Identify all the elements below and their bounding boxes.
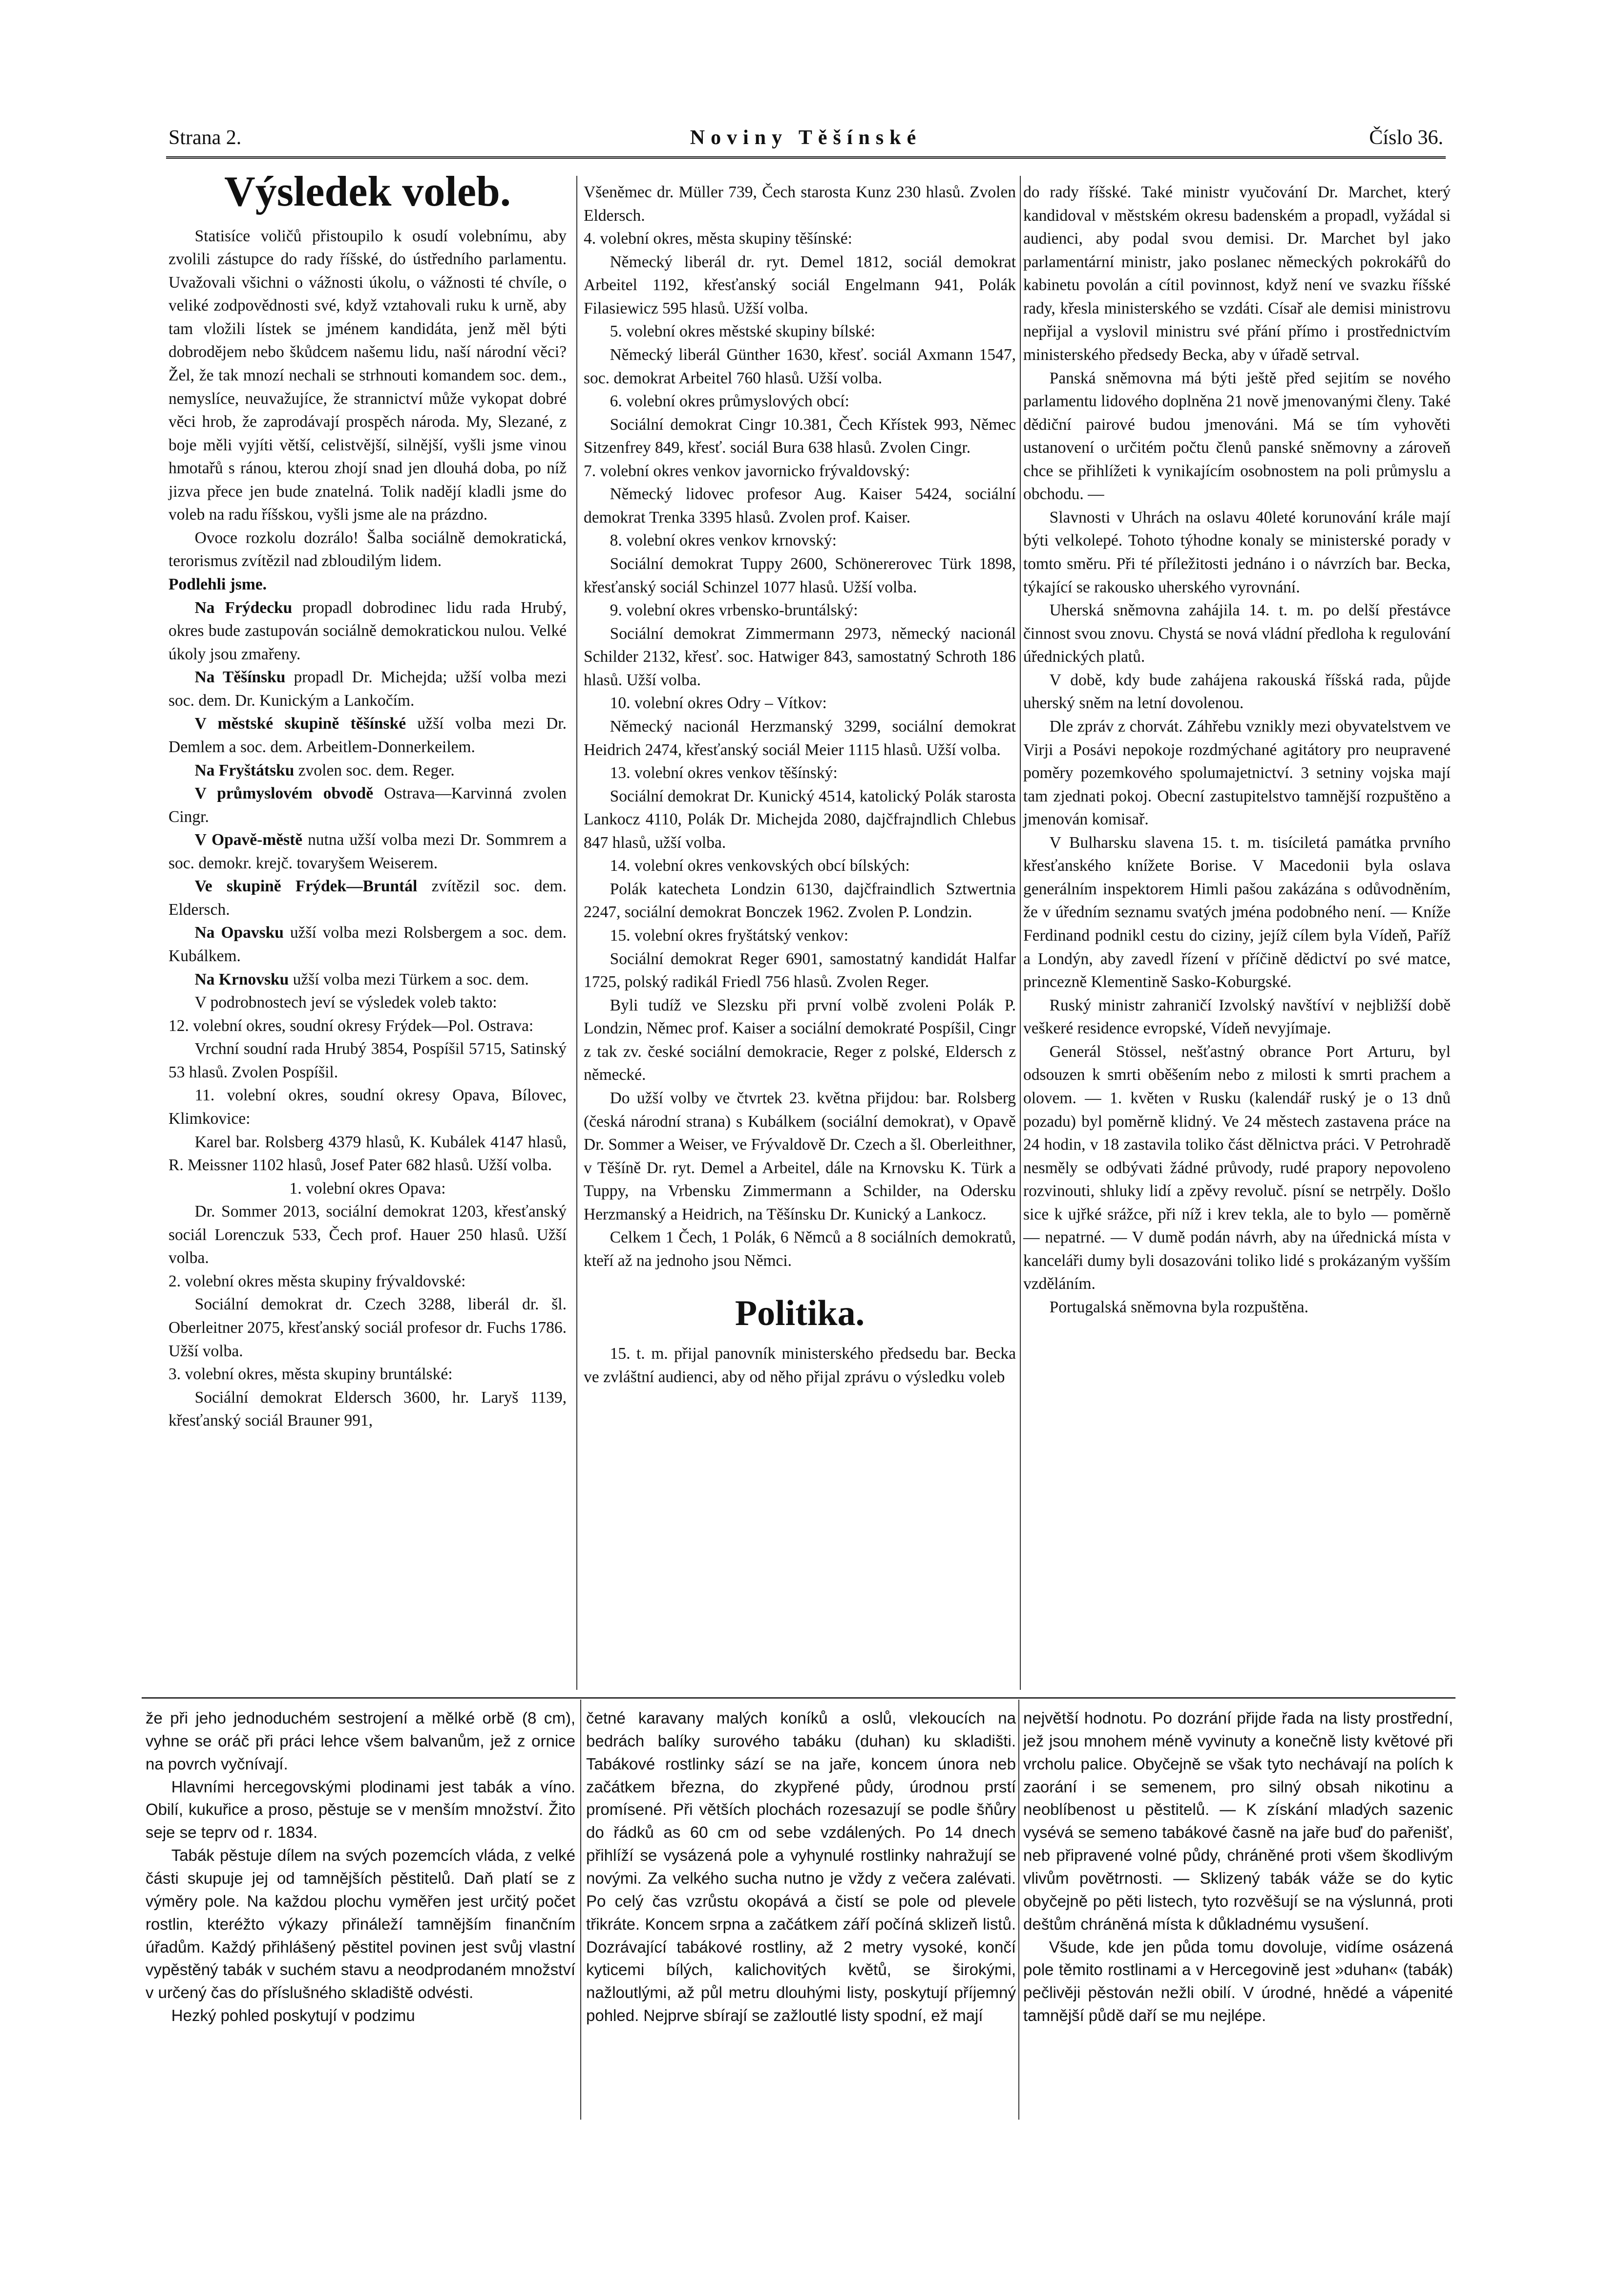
column-divider-2: [1020, 176, 1021, 1690]
district-heading: 12. volební okres, soudní okresy Frýdek—Pol. Ostrava:: [169, 1016, 534, 1035]
paragraph: Všeněmec dr. Müller 739, Čech starosta Kunz 230 hlasů. Zvolen Eldersch.: [584, 183, 1016, 225]
article-election-results-continued: [584, 181, 1016, 1389]
paragraph: Hlavními hercegovskými plodinami jest tabák a víno. Obilí, kukuřice a proso, pěstuje se v menším množství. Žito seje se teprv od r. 1834.: [146, 1777, 575, 1842]
feature-column-1: [146, 1707, 575, 2027]
subheading: [169, 573, 567, 596]
paragraph: Sociální demokrat Dr. Kunický 4514, katolický Polák starosta Lankocz 4110, Polák Dr. Michejda 2080, dajčfrajndlich Chlebus 847 hlasů, užší volba.: [584, 787, 1016, 852]
paragraph: Na Těšínsku propadl Dr. Michejda; užší volba mezi soc. dem. Dr. Kunickým a Lankočím.: [169, 668, 567, 710]
paragraph: V průmyslovém obvodě Ostrava—Karvinná zvolen Cingr.: [169, 784, 567, 826]
header-rule: [166, 156, 1446, 159]
district-heading: 11. volební okres, soudní okresy Opava, Bílovec, Klimkovice:: [169, 1086, 567, 1128]
paragraph: že při jeho jednoduchém sestrojení a mělké orbě (8 cm), vyhne se oráč při práci lehce všem balvanům, jež z ornice na povrch vyčnívají.: [146, 1709, 575, 1773]
paragraph: Dle zpráv z chorvát. Záhřebu vznikly mezi obyvatelstvem ve Virji a Posávi nepokoje rozdmýchané agitátory pro neupravené poměry pozemkového spolumajetnictví. 3 setniny vojska mají tam zjednati pokoj. Obecní zastupitelstvo tamnější rozpuštěno a jmenován komisař.: [1023, 717, 1451, 829]
district-heading: 8. volební okres venkov krnovský:: [610, 531, 837, 550]
paragraph: Sociální demokrat Cingr 10.381, Čech Křístek 993, Němec Sitzenfrey 849, křesť. sociál Bura 638 hlasů. Zvolen Cingr.: [584, 415, 1016, 457]
district-heading: 1. volební okres Opava:: [289, 1179, 446, 1198]
column-divider-lower-1: [580, 1700, 581, 2120]
paragraph: Portugalská sněmovna byla rozpuštěna.: [1049, 1298, 1308, 1316]
paragraph: Na Frýdecku propadl dobrodinec lidu rada Hrubý, okres bude zastupován sociálně demokratickou nulou. Velké úkoly jsou zmařeny.: [169, 598, 567, 663]
district-heading: 10. volební okres Odry – Vítkov:: [610, 694, 827, 713]
subheading-text: Podlehli jsme.: [169, 575, 267, 594]
paragraph: Ruský ministr zahraničí Izvolský navštíví v nejbližší době veškeré residence evropské, Vídeň nevyjímaje.: [1023, 996, 1451, 1038]
paragraph: Vrchní soudní rada Hrubý 3854, Pospíšil 5715, Satinský 53 hlasů. Zvolen Pospíšil.: [169, 1040, 567, 1081]
district-heading: 3. volební okres, města skupiny bruntálské:: [169, 1365, 453, 1384]
column-divider-lower-2: [1018, 1700, 1019, 2120]
article-headline: Výsledek voleb.: [224, 168, 511, 215]
paragraph: Byli tudíž ve Slezsku při první volbě zvoleni Polák P. Londzin, Němec prof. Kaiser a sociální demokraté Pospíšil, Cingr z tak zv. české sociální demokracie, Reger z polské, Eldersch z německé.: [584, 996, 1016, 1084]
feature-column-2: [586, 1707, 1016, 2027]
paragraph: Do užší volby ve čtvrtek 23. května přijdou: bar. Rolsberg (česká národní strana) s Kubálkem (sociální demokrat), v Opavě Dr. Sommer a Weiser, ve Frývaldově Dr. Czech a šl. Oberleithner, v Těšíně Dr. ryt. Demel a Arbeitel, dále na Krnovsku K. Türk a Tuppy, na Vrbensku Zimmermann a Schilder, na Odersku Herzmanský a Heidrich, na Těšínsku Dr. Kunický a Lankocz.: [584, 1089, 1016, 1223]
paragraph: Všude, kde jen půda tomu dovoluje, vidíme osázená pole těmito rostlinami a v Hercegovině jest »duhan« (tabák) pečlivěji pěstován nežli obilí. V úrodné, hnědé a vápenité tamnější půdě daří se mu nejlépe.: [1023, 1937, 1453, 2025]
paragraph: Generál Stössel, nešťastný obrance Port Arturu, byl odsouzen k smrti oběšením nebo z milosti k smrti prachem a olovem. — 1. květen v Rusku (kalendář ruský je o 13 dnů pozadu) byl poměrně klidný. Ve 24 městech zastavena práce na 24 hodin, v 18 zastavila toliko část dělnictva práci. V Petrohradě nesměly se odbývati žádné průvody, rudé prapory nepovoleno rozvinouti, shluky lidí a zpěvy revoluč. písní se netrpěly. Došlo sice k ujřké srážce, při níž i krev tekla, ale to bylo — poměrně — nepatrné. — V dumě podán návrh, aby na úřednická místa v kanceláři dumy byli dosazováni toliko lidé s prokázaným vyšším vzděláním.: [1023, 1042, 1451, 1293]
paragraph: Sociální demokrat Eldersch 3600, hr. Laryš 1139, křesťanský sociál Brauner 991,: [169, 1388, 567, 1430]
column-divider-1: [576, 176, 577, 1690]
district-heading: 9. volební okres vrbensko-bruntálský:: [610, 601, 858, 620]
paragraph: V městské skupině těšínské užší volba mezi Dr. Demlem a soc. dem. Arbeitlem-Donnerkeilem.: [169, 715, 567, 756]
page-header: [169, 126, 1443, 155]
paragraph: Na Opavsku užší volba mezi Rolsbergem a soc. dem. Kubálkem.: [169, 924, 567, 966]
paragraph: Na Krnovsku užší volba mezi Türkem a soc. dem.: [194, 970, 529, 989]
paragraph: Na Fryštátsku zvolen soc. dem. Reger.: [194, 761, 455, 779]
district-heading: 4. volební okres, města skupiny těšínské:: [584, 230, 852, 248]
district-heading: 6. volební okres průmyslových obcí:: [610, 392, 849, 411]
newspaper-title: Noviny Těšínské: [690, 126, 922, 149]
paragraph: Polák katecheta Londzin 6130, dajčfraindlich Sztwertnia 2247, sociální demokrat Bonczek 1962. Zvolen P. Londzin.: [584, 880, 1016, 922]
paragraph: Uherská sněmovna zahájila 14. t. m. po delší přestávce činnost svou znovu. Chystá se nová vládní předloha k regulování úřednických platů.: [1023, 601, 1451, 666]
district-heading: 15. volební okres fryštátský venkov:: [610, 926, 849, 945]
paragraph: Karel bar. Rolsberg 4379 hlasů, K. Kubálek 4147 hlasů, R. Meissner 1102 hlasů, Josef Pater 682 hlasů. Užší volba.: [169, 1133, 567, 1175]
paragraph: V době, kdy bude zahájena rakouská říšská rada, půjde uherský sněm na letní dovolenou.: [1023, 671, 1451, 713]
paragraph: četné karavany malých koníků a oslů, vlekoucích na bedrách balíky surového tabáku (duhan) ku skladišti. Tabákové rostlinky sází se na jaře, koncem února neb začátkem března, do zkypřené půdy, úrodnou prstí promísené. Při větších plochách rozesazují se podle šňůry do řádků as 60 cm od sebe vzdálených. Po 14 dnech přihlíží se vysázená pole a vyhynulé rostlinky nahražují se novými. Za velkého sucha nutno je vždy z večera zalévati. Po celý čas vzrůstu okopává a čistí se pole od plevele třikráte. Koncem srpna a začátkem září počíná sklizeň listů. Dozrávající tabákové rostliny, až 2 metry vysoké, končí kyticemi bílých, kalichovitých květů, se širokými, nažloutlými, až půl metru dlouhými listy, poskytují příjemný pohled. Nejprve sbírají se zažloutlé listy spodní, ež mají: [586, 1709, 1016, 2025]
article-headline-politics: Politika.: [735, 1293, 865, 1334]
issue-number: Číslo 36.: [1369, 126, 1443, 149]
paragraph: Tabák pěstuje dílem na svých pozemcích vláda, z velké části skupuje jej od tamnějších pěstitelů. Daň platí se z výměry pole. Na každou plochu vyměřen jest určitý počet rostlin, kteréžto výkazy přináleží tamnějším finančním úřadům. Každý přihlášený pěstitel povinen jest svůj vlastní vypěstěný tabák v suchém stavu a neodprodaném množství v určený čas do příslušného skladiště odvésti.: [146, 1846, 575, 2002]
paragraph: Sociální demokrat dr. Czech 3288, liberál dr. šl. Oberleitner 2075, křesťanský sociál profesor dr. Fuchs 1786. Užší volba.: [169, 1295, 567, 1360]
paragraph: Ve skupině Frýdek—Bruntál zvítězil soc. dem. Eldersch.: [169, 877, 567, 919]
paragraph: Německý nacionál Herzmanský 3299, sociální demokrat Heidrich 2474, křesťanský sociál Meier 1115 hlasů. Užší volba.: [584, 717, 1016, 759]
paragraph: V podrobnostech jeví se výsledek voleb takto:: [194, 993, 497, 1012]
paragraph: Německý lidovec profesor Aug. Kaiser 5424, sociální demokrat Trenka 3395 hlasů. Zvolen prof. Kaiser.: [584, 485, 1016, 526]
paragraph: největší hodnotu. Po dozrání přijde řada na listy prostřední, jež jsou mnohem méně vyvinuty a konečně listy květové při vrcholu palice. Obyčejně se však tyto nechávají na polích k zaorání i se semenem, pro silný obsah nikotinu a neoblíbenost u pěstitelů. — K získání mladých sazenic vysévá se semeno tabákové časně na jaře buď do pařenišť, neb připravené volné půdy, chráněné proti všem škodlivým vlivům povětrnosti. — Sklizený tabák váže se do kytic obyčejně po pěti listech, tyto rozvěšují se na výslunná, proti deštům chráněná místa k důkladnému vysušení.: [1023, 1709, 1453, 1933]
district-heading: 13. volební okres venkov těšínský:: [610, 764, 838, 782]
paragraph: Dr. Sommer 2013, sociální demokrat 1203, křesťanský sociál Lorenczuk 533, Čech prof. Hauer 250 hlasů. Užší volba.: [169, 1202, 567, 1267]
paragraph: Sociální demokrat Tuppy 2600, Schönererovec Türk 1898, křesťanský sociál Schinzel 1077 hlasů. Užší volba.: [584, 555, 1016, 596]
paragraph: Celkem 1 Čech, 1 Polák, 6 Němců a 8 sociálních demokratů, kteří až na jednoho jsou Němci.: [584, 1228, 1016, 1270]
paragraph: Německý liberál dr. ryt. Demel 1812, sociál demokrat Arbeitel 1192, křesťanský sociál Engelmann 941, Polák Filasiewicz 595 hlasů. Užší volba.: [584, 253, 1016, 317]
paragraph: Hezký pohled poskytují v podzimu: [171, 2006, 415, 2025]
paragraph: Slavnosti v Uhrách na oslavu 40leté korunování krále mají býti velkolepé. Tohoto týhodne konaly se ministerské porady v tomto směru. Při té příležitosti jednáno i o návrzích bar. Becka, týkající se rakousko uherského vyrovnání.: [1023, 508, 1451, 596]
district-heading: 14. volební okres venkovských obcí bílských:: [610, 857, 910, 875]
paragraph: Panská sněmovna má býti ještě před sejitím se nového parlamentu lidového doplněna 21 nově jmenovanými členy. Také dědiční pairové budou jmenováni. Má se tím vyhověti ustanovení o určitém počtu členů panské sněmovny a zároveň chce se přihlížeti k vynikajícím osobnostem na poli průmyslu a obchodu. —: [1023, 369, 1451, 504]
section-divider: [142, 1697, 1455, 1699]
paragraph: Sociální demokrat Reger 6901, samostatný kandidát Halfar 1725, polský radikál Friedl 756 hlasů. Zvolen Reger.: [584, 949, 1016, 991]
paragraph: Sociální demokrat Zimmermann 2973, německý nacionál Schilder 2132, křesť. soc. Hatwiger 843, samostatný Schroth 186 hlasů. Užší volba.: [584, 624, 1016, 689]
paragraph: V Bulharsku slavena 15. t. m. tisíciletá památka prvního křesťanského knížete Borise. V Macedonii byla oslava generálním inspektorem Himli pašou zakázána s odůvodněním, že v úředním seznamu svatých jména podobného není. — Kníže Ferdinand podnikl cestu do ciziny, jejíž cílem byla Vídeň, Paříž a Londýn, aby zavedl řízení v příčině dědictví po své matce, princezně Klementině Sasko-Koburgské.: [1023, 833, 1451, 991]
paragraph: Statisíce voličů přistoupilo k osudí volebnímu, aby zvolili zástupce do rady říšské, do ústředního parlamentu. Uvažovali všichni o vážnosti úkolu, o vážnosti té chvíle, o veliké zodpovědnosti své, když vztahovali ruku k urně, aby tam vložili lístek se jménem kandidáta, jenž měl býti dobrodějem nebo škůdcem našemu lidu, naší národní věci? Žel, že tak mnozí nechali se strhnouti komandem soc. dem., nemyslíce, neuvažujíce, že strannictví může vykopat dobré věci hrob, že zaprodávají prospěch národa. My, Slezané, z boje měli vyjíti větší, celistvější, silnější, vyšli jsme vinou hmotařů s ránou, kterou zhojí snad jen dlouhá doba, po níž jizva přece jen bude znatelná. Tolik nadějí kladli jsme do voleb na radu říšskou, vyšli jsme ale na prázdno.: [169, 227, 567, 524]
article-election-results: [169, 166, 567, 1432]
paragraph: Ovoce rozkolu dozrálo! Šalba sociálně demokratická, terorismus zvítězil nad zbloudilým lidem.: [169, 528, 567, 570]
paragraph: do rady říšské. Také ministr vyučování Dr. Marchet, který kandidoval v městském okresu badenském a propadl, vyžádal si audienci, aby podal svou demisi. Dr. Marchet byl jako parlamentární ministr, jako poslanec německých pokrokářů do kabinetu povolán a cítil povinnost, když není ve svazku říšské rady, křesla ministerského se vzdáti. Císař ale demisi ministrovu nepřijal a vyslovil ministru své přání přímo i prostřednictvím ministerského předsedy Becka, aby v úřadě setrval.: [1023, 183, 1451, 364]
paragraph: Německý liberál Günther 1630, křesť. sociál Axmann 1547, soc. demokrat Arbeitel 760 hlasů. Užší volba.: [584, 345, 1016, 387]
district-heading: 5. volební okres městské skupiny bílské:: [610, 322, 875, 341]
page-number: Strana 2.: [169, 126, 242, 149]
article-politics-continued: [1023, 181, 1451, 1319]
feature-column-3: [1023, 1707, 1453, 2027]
district-heading: 7. volební okres venkov javornicko frývaldovský:: [584, 462, 910, 480]
paragraph: 15. t. m. přijal panovník ministerského předsedu bar. Becka ve zvláštní audienci, aby od něho přijal zprávu o výsledku voleb: [584, 1345, 1016, 1386]
district-heading: 2. volební okres města skupiny frývaldovské:: [169, 1272, 466, 1290]
paragraph: V Opavě-městě nutna užší volba mezi Dr. Sommrem a soc. demokr. krejč. tovaryšem Weiserem.: [169, 831, 567, 872]
